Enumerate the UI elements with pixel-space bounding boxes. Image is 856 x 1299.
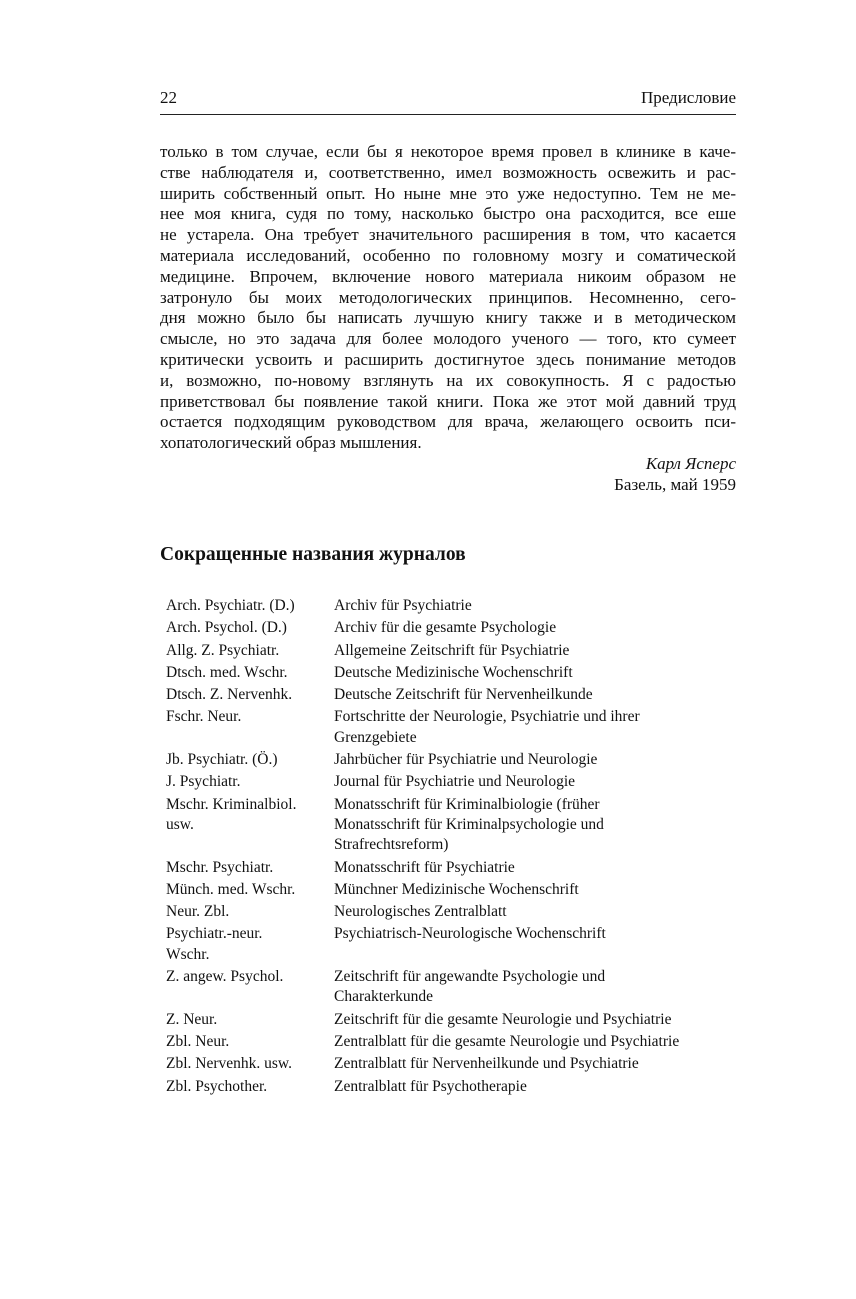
journal-name-line: Zeitschrift für die gesamte Neurologie und Psychiatrie: [334, 1010, 672, 1028]
abbreviation-line: Dtsch. Z. Nervenhk.: [166, 686, 293, 704]
journal-name-line: Monatsschrift für Kriminalpsychologie und: [334, 815, 604, 833]
journal-name-line: Psychiatrisch-Neurologische Wochenschrift: [334, 925, 606, 943]
abbreviation: [166, 596, 334, 616]
abbreviation-row: [166, 1032, 756, 1052]
preface-paragraph: [160, 142, 736, 454]
abbreviation-row: [166, 795, 756, 856]
abbreviation: [166, 707, 334, 748]
journal-full-name: [334, 1032, 756, 1052]
running-section-title: Предисловие: [640, 88, 736, 107]
journal-full-name: [334, 641, 756, 661]
abbreviation-line: Dtsch. med. Wschr.: [166, 663, 288, 681]
journal-name-line: Monatsschrift für Kriminalbiologie (früher: [334, 795, 600, 813]
journal-full-name: [334, 1077, 756, 1097]
abbreviation: [166, 902, 334, 922]
journal-name-line: Journal für Psychiatrie und Neurologie: [334, 773, 576, 791]
abbreviation: [166, 1054, 334, 1074]
abbreviation-row: [166, 772, 756, 792]
journal-name-line: Archiv für Psychiatrie: [334, 597, 472, 614]
journal-name-line: Jahrbücher für Psychiatrie und Neurologie: [334, 751, 598, 769]
paragraph-line: критически усвоить и расширить достигнутое здесь понимание методов: [160, 349, 736, 369]
abbreviation-line: J. Psychiatr.: [166, 773, 241, 791]
journal-name-line: Zeitschrift für angewandte Psychologie und: [334, 968, 606, 986]
abbreviation-row: [166, 1054, 756, 1074]
journal-name-line: Neurologisches Zentralblatt: [334, 903, 507, 921]
abbreviation-line: Arch. Psychiatr. (D.): [166, 597, 295, 614]
journal-name-line: Fortschritte der Neurologie, Psychiatrie und ihrer: [334, 708, 640, 726]
journal-name-line: Zentralblatt für Nervenheilkunde und Psychiatrie: [334, 1055, 639, 1073]
abbreviation: [166, 880, 334, 900]
abbreviation-row: [166, 902, 756, 922]
paragraph-line: материала исследований, особенно по головному мозгу и соматической: [160, 245, 736, 265]
abbreviation-row: [166, 685, 756, 705]
abbreviation-line: Neur. Zbl.: [166, 903, 230, 921]
abbreviation: [166, 924, 334, 965]
abbreviation-row: [166, 596, 756, 616]
journal-full-name: [334, 1010, 756, 1030]
journal-full-name: [334, 902, 756, 922]
journal-name-line: Grenzgebiete: [334, 728, 417, 746]
journal-name-line: Strafrechtsreform): [334, 836, 449, 854]
abbreviation-line: usw.: [166, 815, 194, 833]
journal-name-line: Monatsschrift für Psychiatrie: [334, 858, 515, 876]
abbreviation-line: Mschr. Psychiatr.: [166, 858, 274, 876]
paragraph-line: затронуло бы моих методологических принципов. Несомненно, сего-: [160, 287, 736, 307]
paragraph-line: дня можно было бы написать лучшую книгу также и в методическом: [160, 308, 736, 328]
journal-full-name: [334, 707, 756, 748]
abbreviation: [166, 750, 334, 770]
abbreviation-line: Z. Neur.: [166, 1010, 218, 1028]
paragraph-line: смысле, но это задача для более молодого ученого — того, кто сумеет: [160, 329, 736, 349]
journal-full-name: [334, 795, 756, 856]
journal-full-name: [334, 685, 756, 705]
abbreviation-row: [166, 967, 756, 1008]
abbreviation-line: Z. angew. Psychol.: [166, 968, 284, 986]
journal-full-name: [334, 663, 756, 683]
abbreviation-row: [166, 663, 756, 683]
abbreviation-row: [166, 1010, 756, 1030]
abbreviation: [166, 858, 334, 878]
journal-full-name: [334, 618, 756, 638]
abbreviation-line: Mschr. Kriminalbiol.: [166, 795, 297, 813]
abbreviation-row: [166, 707, 756, 748]
abbreviation-line: Psychiatr.-neur.: [166, 925, 263, 943]
paragraph-line: хопатологический образ мышления.: [160, 433, 422, 453]
journal-full-name: [334, 596, 756, 616]
journal-name-line: Deutsche Zeitschrift für Nervenheilkunde: [334, 686, 593, 704]
abbreviation: [166, 967, 334, 1008]
journal-name-line: Zentralblatt für die gesamte Neurologie und Psychiatrie: [334, 1032, 680, 1050]
journal-name-line: Münchner Medizinische Wochenschrift: [334, 880, 579, 898]
paragraph-line: остается подходящим руководством для врача, желающего освоить пси-: [160, 412, 736, 432]
abbreviation-line: Fschr. Neur.: [166, 708, 242, 726]
abbreviation-line: Zbl. Nervenhk. usw.: [166, 1055, 292, 1073]
page-number: 22: [160, 88, 177, 107]
journal-name-line: Allgemeine Zeitschrift für Psychiatrie: [334, 641, 570, 659]
abbreviation: [166, 1010, 334, 1030]
paragraph-line: приветствовал бы появление такой книги. Пока же этот мой давний труд: [160, 391, 736, 411]
journal-full-name: [334, 924, 756, 965]
abbreviation-row: [166, 618, 756, 638]
abbreviation-line: Wschr.: [166, 945, 210, 963]
journal-full-name: [334, 880, 756, 900]
abbreviation-row: [166, 750, 756, 770]
abbreviation-row: [166, 858, 756, 878]
paragraph-line: только в том случае, если бы я некоторое время провел в клинике в каче-: [160, 142, 736, 161]
abbreviation: [166, 618, 334, 638]
journal-name-line: Deutsche Medizinische Wochenschrift: [334, 663, 573, 681]
abbreviation-line: Münch. med. Wschr.: [166, 880, 296, 898]
journal-name-line: Zentralblatt für Psychotherapie: [334, 1077, 527, 1095]
abbreviation-line: Zbl. Psychother.: [166, 1077, 268, 1095]
signature-author: Карл Ясперс: [645, 454, 736, 473]
abbreviation-row: [166, 880, 756, 900]
abbreviation: [166, 641, 334, 661]
signature-place-date: Базель, май 1959: [614, 474, 736, 494]
abbreviation-row: [166, 1077, 756, 1097]
abbreviation-line: Arch. Psychol. (D.): [166, 619, 287, 637]
abbreviation: [166, 1032, 334, 1052]
abbreviation: [166, 795, 334, 856]
abbreviation: [166, 1077, 334, 1097]
abbreviation-line: Allg. Z. Psychiatr.: [166, 641, 280, 659]
journal-full-name: [334, 772, 756, 792]
signature-block: [160, 454, 736, 496]
paragraph-line: ширить собственный опыт. Но ныне мне это уже недоступно. Тем не ме-: [160, 183, 736, 203]
journal-name-line: Charakterkunde: [334, 988, 433, 1006]
abbreviation-row: [166, 924, 756, 965]
paragraph-line: медицине. Впрочем, включение нового материала никоим образом не: [160, 266, 736, 286]
paragraph-line: стве наблюдателя и, соответственно, имел возможность освежить и рас-: [160, 162, 736, 182]
abbreviation: [166, 663, 334, 683]
abbreviations-heading: Сокращенные названия журналов: [160, 544, 466, 565]
abbreviation-line: Jb. Psychiatr. (Ö.): [166, 751, 278, 769]
paragraph-line: и, возможно, по-новому взглянуть на их совокупность. Я с радостью: [160, 370, 736, 390]
abbreviation: [166, 685, 334, 705]
abbreviation-row: [166, 641, 756, 661]
running-header: [160, 88, 736, 115]
journal-full-name: [334, 967, 756, 1008]
abbreviation: [166, 772, 334, 792]
paragraph-line: нее моя книга, судя по тому, насколько быстро она расходится, все еше: [160, 204, 736, 224]
journal-full-name: [334, 750, 756, 770]
abbreviations-table: [166, 596, 756, 1099]
abbreviation-line: Zbl. Neur.: [166, 1032, 230, 1050]
journal-name-line: Archiv für die gesamte Psychologie: [334, 619, 557, 637]
journal-full-name: [334, 858, 756, 878]
paragraph-line: не устарела. Она требует значительного расширения в том, что касается: [160, 225, 736, 245]
journal-full-name: [334, 1054, 756, 1074]
